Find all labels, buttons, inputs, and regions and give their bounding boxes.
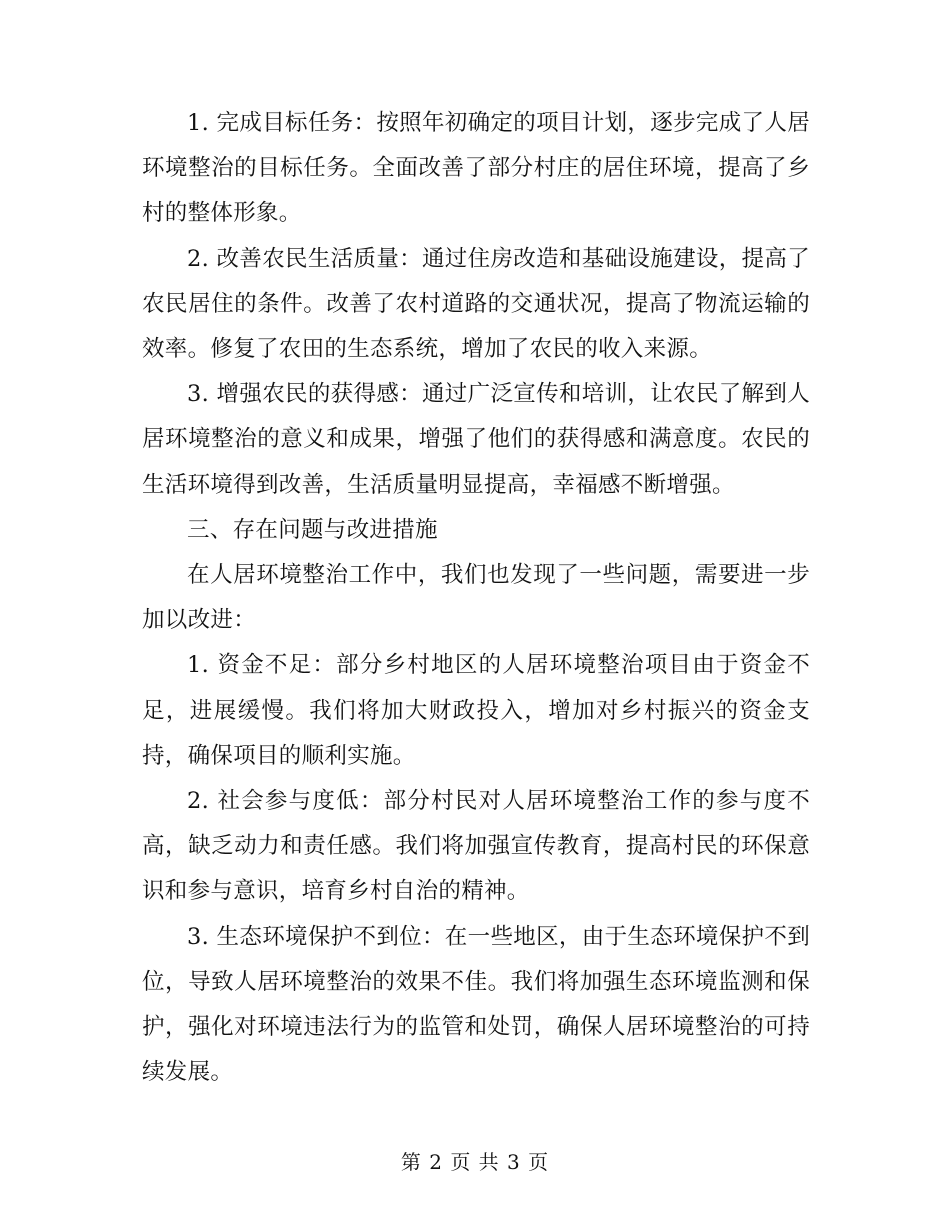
paragraph-improve-living-quality: 2. 改善农民生活质量：通过住房改造和基础设施建设，提高了农民居住的条件。改善了农村道路的交通状况，提高了物流运输的效率。修复了农田的生态系统，增加了农民的收入来源。: [142, 245, 810, 363]
page-footer: [0, 1146, 950, 1175]
paragraph-complete-targets: 1. 完成目标任务：按照年初确定的项目计划，逐步完成了人居环境整治的目标任务。全面改善了部分村庄的居住环境，提高了乡村的整体形象。: [142, 110, 810, 227]
paragraph-insufficient-funds: 1. 资金不足：部分乡村地区的人居环境整治项目由于资金不足，进展缓慢。我们将加大财政投入，增加对乡村振兴的资金支持，确保项目的顺利实施。: [142, 652, 810, 769]
paragraph-enhance-gain: 3. 增强农民的获得感：通过广泛宣传和培训，让农民了解到人居环境整治的意义和成果，增强了他们的获得感和满意度。农民的生活环境得到改善，生活质量明显提高，幸福感不断增强。: [142, 381, 810, 498]
paragraph-low-participation: 2. 社会参与度低：部分村民对人居环境整治工作的参与度不高，缺乏动力和责任感。我们将加强宣传教育，提高村民的环保意识和参与意识，培育乡村自治的精神。: [142, 788, 810, 905]
paragraph-eco-protection: 3. 生态环境保护不到位：在一些地区，由于生态环境保护不到位，导致人居环境整治的效果不佳。我们将加强生态环境监测和保护，强化对环境违法行为的监管和处罚，确保人居环境整治的可持续发展。: [142, 923, 810, 1086]
paragraph-problems-intro: 在人居环境整治工作中，我们也发现了一些问题，需要进一步加以改进：: [142, 562, 810, 634]
page-number: 第 2 页 共 3 页: [400, 1150, 550, 1174]
document-body: [142, 101, 810, 1095]
section-heading-problems: 三、存在问题与改进措施: [187, 516, 438, 543]
